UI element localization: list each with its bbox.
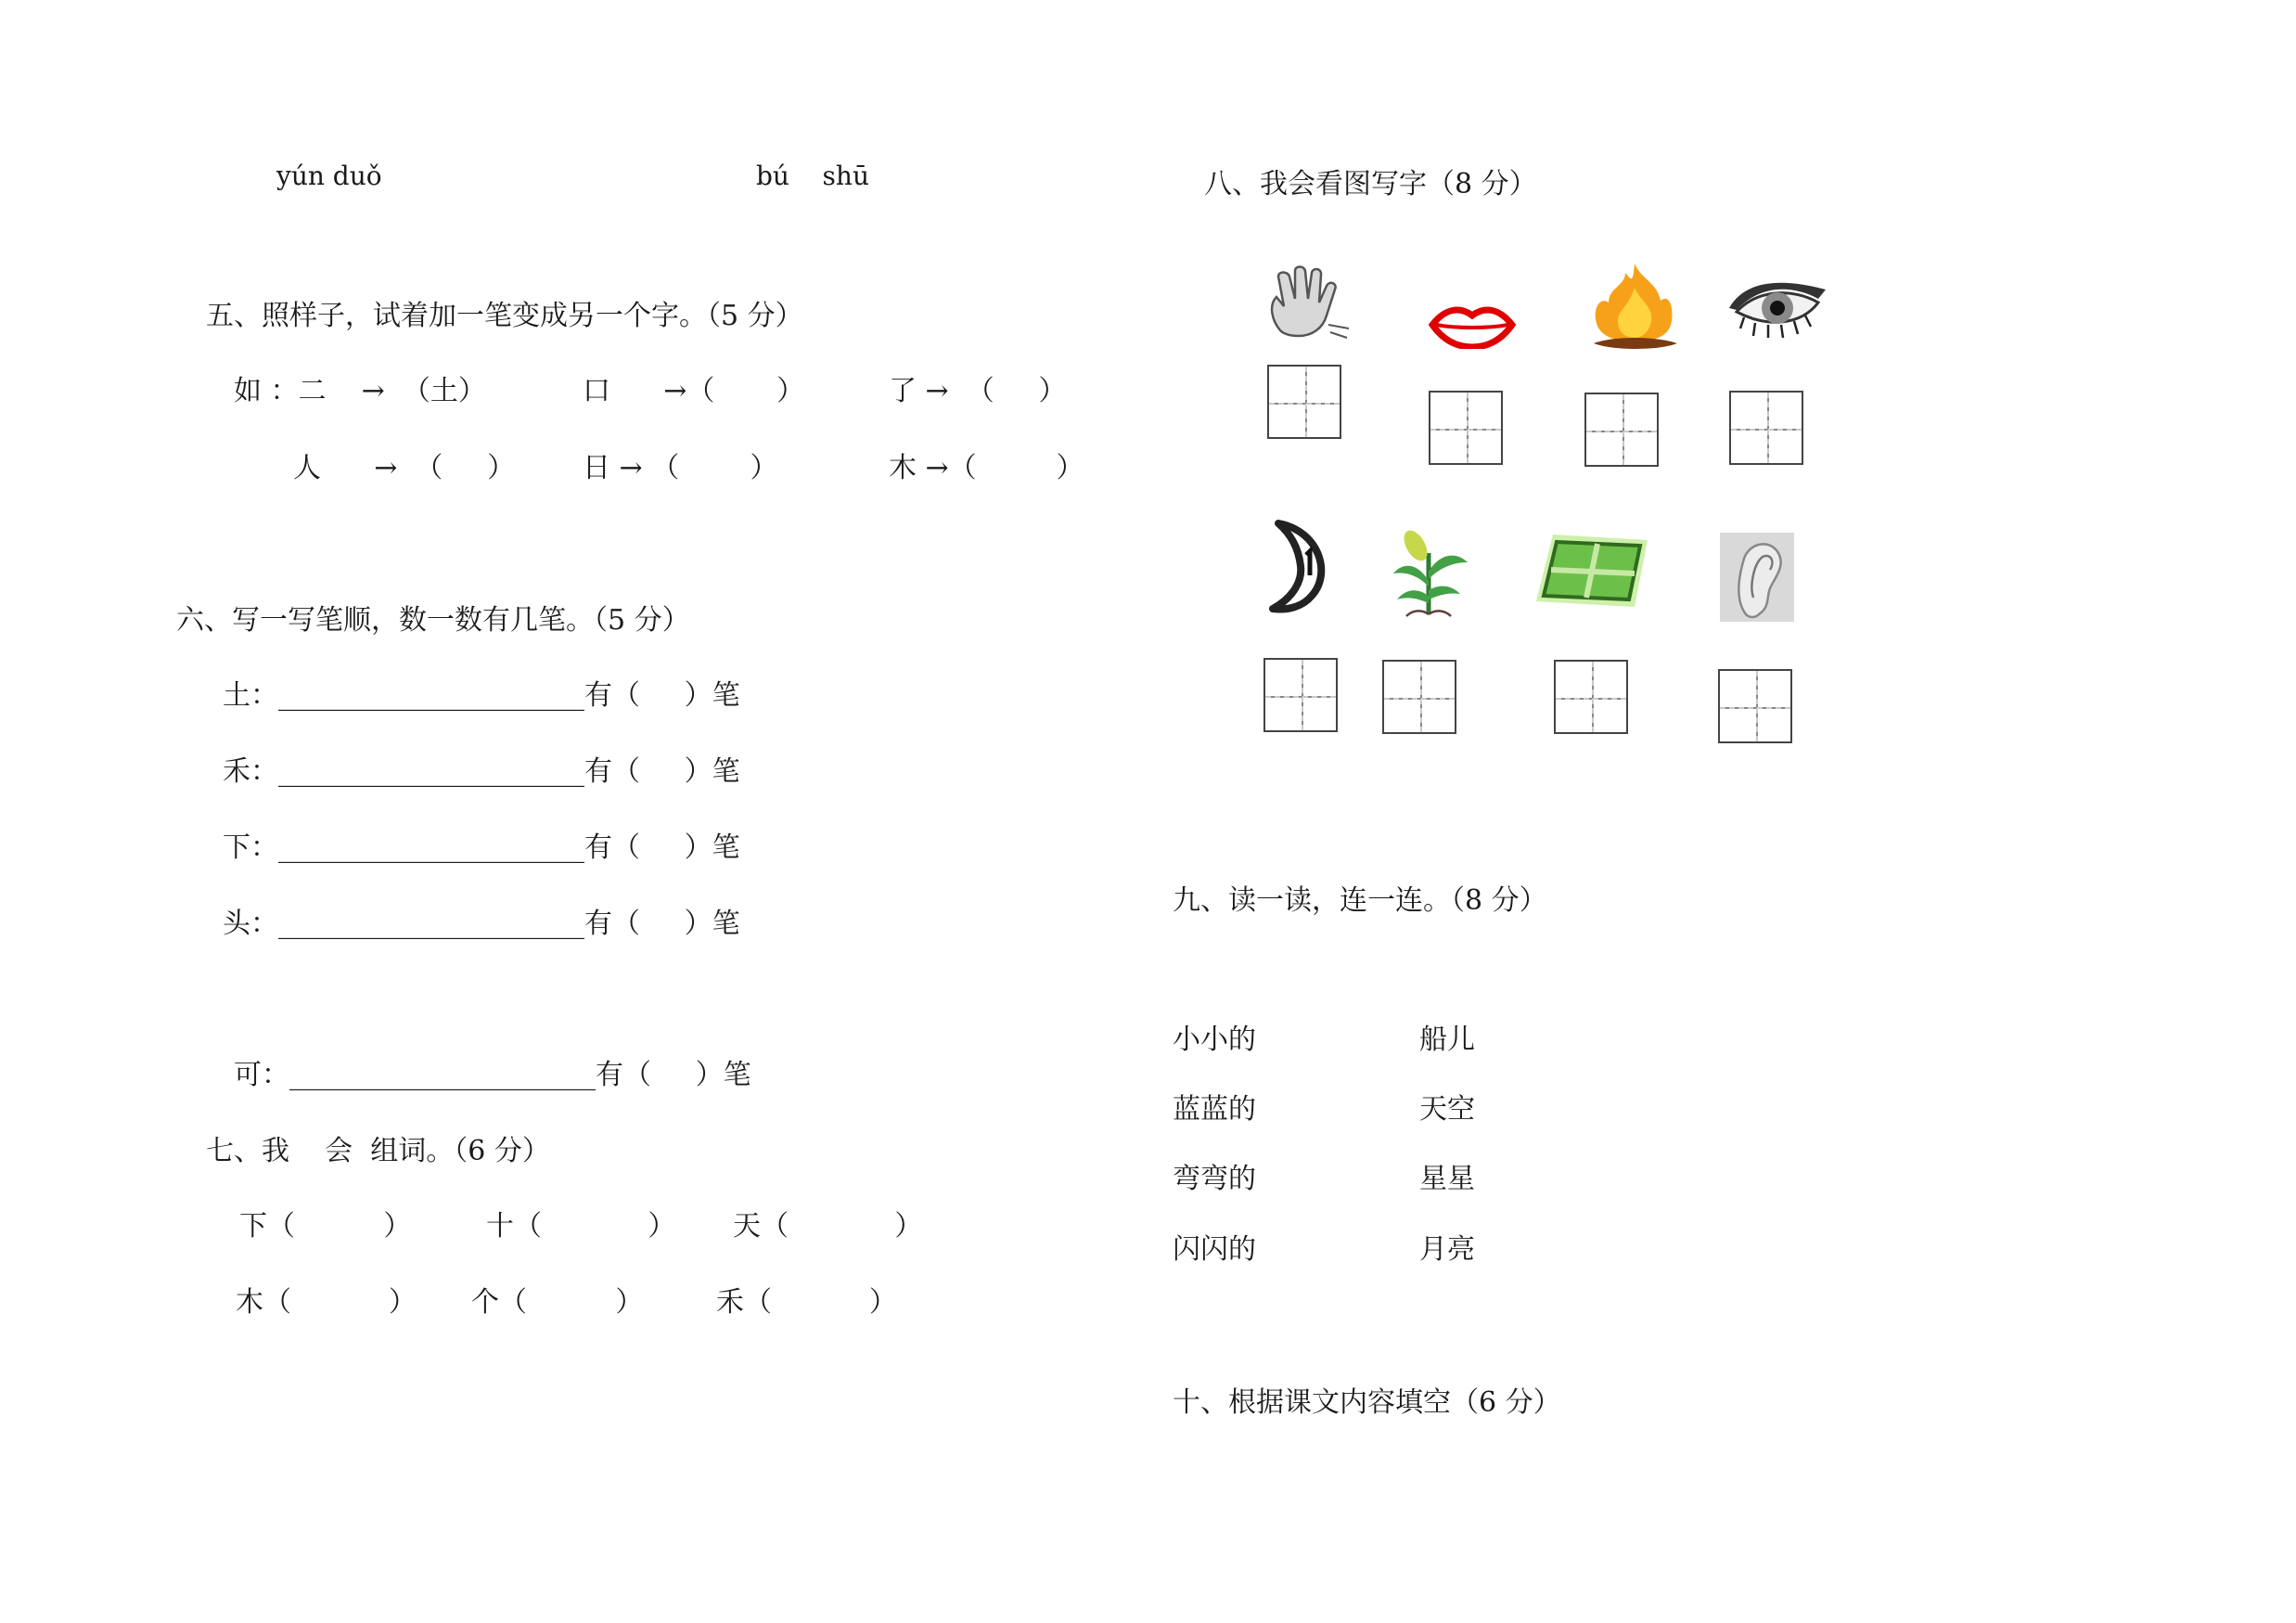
section-10-title: 十、根据课文内容填空（6 分） [1173, 1386, 1561, 1419]
writing-grid[interactable] [1382, 660, 1456, 734]
s5-item: 木 →（ ） [889, 452, 1084, 484]
stroke-order-item: 禾：______________________有（ ）笔 [223, 755, 740, 788]
section-8-title: 八、我会看图写字（8 分） [1204, 168, 1537, 200]
match-left-item[interactable]: 蓝蓝的 [1173, 1093, 1256, 1126]
word-group-item: 个（ ） [471, 1286, 644, 1319]
mouth-icon [1429, 303, 1516, 349]
word-group-item: 禾（ ） [716, 1286, 897, 1319]
writing-grid[interactable] [1729, 391, 1803, 465]
section-9-title: 九、读一读，连一连。（8 分） [1173, 884, 1547, 917]
section-7-title: 七、我 会 组词。（6 分） [206, 1135, 550, 1167]
section-5-title: 五、照样子，试着加一笔变成另一个字。（5 分） [206, 300, 803, 332]
fire-icon [1584, 260, 1685, 353]
stroke-order-item: 土：______________________有（ ）笔 [223, 679, 740, 712]
writing-grid[interactable] [1263, 658, 1338, 732]
pinyin-bushu: bú shū [756, 161, 869, 191]
writing-grid[interactable] [1584, 393, 1659, 467]
word-group-item: 十（ ） [486, 1210, 676, 1243]
hand-icon [1263, 264, 1356, 341]
writing-grid[interactable] [1429, 391, 1503, 465]
s5-item: 了 → （ ） [889, 375, 1067, 407]
stroke-order-item: 可：______________________有（ ）笔 [234, 1059, 751, 1091]
match-right-item[interactable]: 星星 [1419, 1163, 1475, 1195]
word-group-item: 天（ ） [733, 1210, 923, 1243]
section-6-title: 六、写一写笔顺，数一数有几笔。（5 分） [176, 604, 690, 637]
match-right-item[interactable]: 船儿 [1419, 1024, 1475, 1056]
grain-plant-icon [1384, 525, 1473, 618]
word-group-item: 下（ ） [239, 1210, 412, 1243]
pinyin-yunduo: yún duǒ [276, 161, 382, 191]
match-left-item[interactable]: 闪闪的 [1173, 1233, 1256, 1266]
ear-icon [1718, 531, 1796, 624]
stroke-order-item: 下：______________________有（ ）笔 [223, 831, 740, 864]
s5-item: 日 → （ ） [583, 452, 778, 484]
writing-grid[interactable] [1267, 365, 1341, 439]
s5-example: 如 ：二 → （土） [234, 375, 486, 407]
match-right-item[interactable]: 月亮 [1419, 1233, 1475, 1266]
field-icon [1531, 527, 1655, 614]
match-right-item[interactable]: 天空 [1419, 1093, 1475, 1126]
s5-item: 人 → （ ） [293, 452, 516, 484]
match-left-item[interactable]: 小小的 [1173, 1024, 1256, 1056]
match-left-item[interactable]: 弯弯的 [1173, 1163, 1256, 1195]
moon-icon [1265, 518, 1336, 614]
writing-grid[interactable] [1718, 669, 1792, 743]
eye-icon [1725, 271, 1829, 345]
writing-grid[interactable] [1554, 660, 1628, 734]
word-group-item: 木（ ） [236, 1286, 417, 1319]
stroke-order-item: 头：______________________有（ ）笔 [223, 908, 740, 940]
s5-item: 口 →（ ） [583, 375, 805, 407]
